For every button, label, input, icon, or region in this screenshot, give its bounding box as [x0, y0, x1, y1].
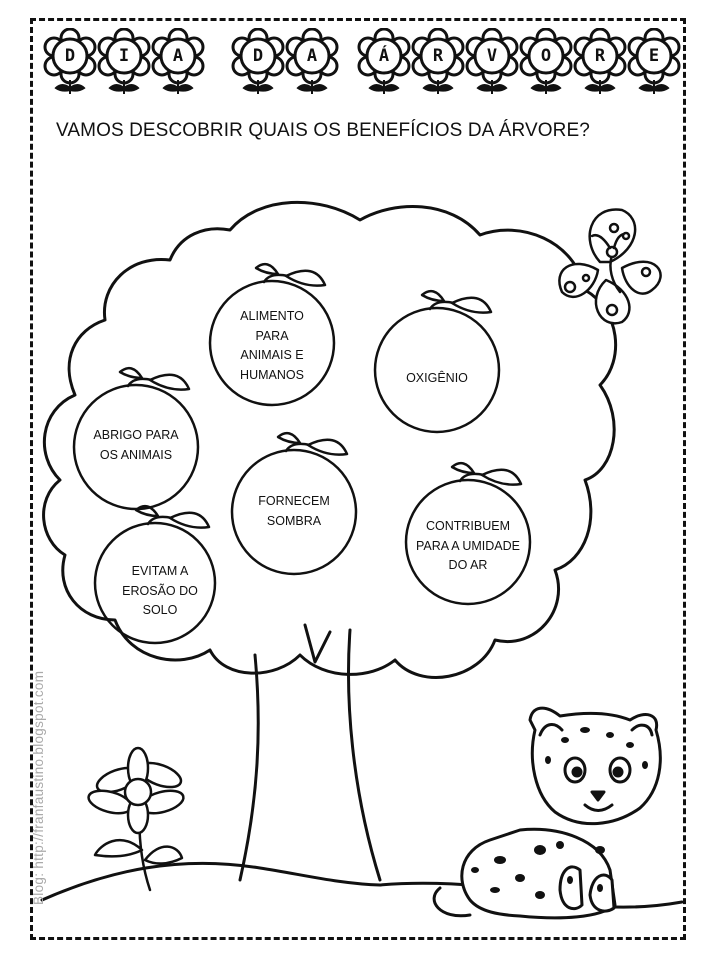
fruit-label-oxygen: OXIGÊNIO — [406, 371, 468, 385]
tree-branch — [305, 625, 330, 662]
jaguar-cub-icon — [434, 708, 660, 918]
title-letter: I — [118, 46, 130, 66]
title-letter: R — [594, 46, 606, 66]
fruit-label-erosion: EVITAM A EROSÃO DO SOLO — [122, 564, 198, 617]
title-letter: Á — [378, 46, 390, 66]
fruit-label-humidity: CONTRIBUEM PARA A UMIDADE DO AR — [416, 519, 520, 572]
title-letter: E — [648, 46, 660, 66]
fruit-leaf — [136, 506, 158, 516]
title-letter: A — [172, 46, 184, 66]
title-letter: A — [306, 46, 318, 66]
tree-trunk — [240, 655, 258, 880]
title-letter: D — [64, 46, 76, 66]
fruit-label-food: ALIMENTO PARA ANIMAIS E HUMANOS — [240, 309, 304, 382]
fruit-leaf — [170, 513, 209, 528]
fruit-leaf — [278, 433, 300, 443]
fruit-leaf — [452, 463, 474, 473]
blog-credit: Blog: http://franfaustino.blogspot.com — [31, 670, 46, 905]
fruit-label-shelter: ABRIGO PARA OS ANIMAIS — [93, 428, 179, 462]
title-letter: R — [432, 46, 444, 66]
title-letter: V — [486, 46, 498, 66]
fruit-leaf — [422, 291, 444, 301]
tree-trunk — [349, 630, 380, 880]
fruit-leaf — [120, 368, 142, 378]
title-letter: D — [252, 46, 264, 66]
butterfly-icon — [559, 210, 660, 324]
title-letter: O — [540, 46, 552, 66]
fruit-leaf — [256, 264, 278, 274]
page-question: VAMOS DESCOBRIR QUAIS OS BENEFÍCIOS DA ÁRVORE? — [56, 120, 590, 141]
fruit-label-shade: FORNECEM SOMBRA — [258, 494, 330, 528]
